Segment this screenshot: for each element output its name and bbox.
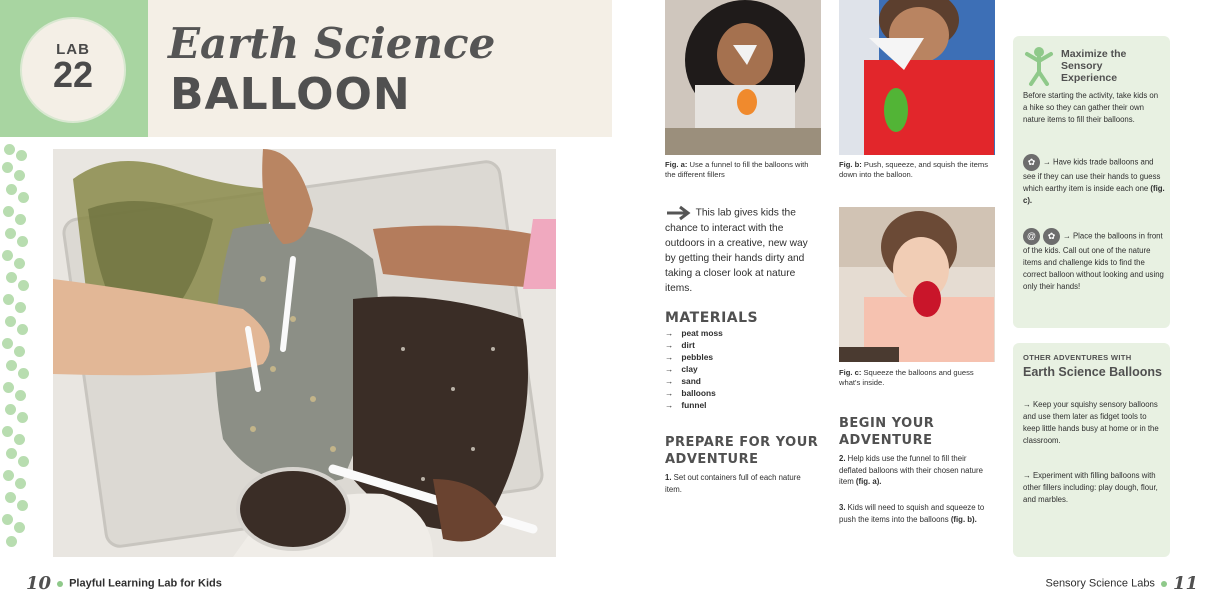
sidebar-para-2-ref: (fig. c).	[1023, 184, 1165, 205]
caption-fig-b	[839, 160, 995, 180]
page-title-line1: Earth Science	[168, 19, 496, 68]
spiral-icon: @	[1023, 228, 1040, 245]
prepare-step-1	[665, 472, 815, 495]
materials-heading: MATERIALS	[665, 310, 759, 326]
lab-badge	[20, 17, 126, 123]
step-3-ref: (fig. b).	[950, 514, 977, 524]
caption-fig-b-text: Push, squeeze, and squish the items down into the balloon.	[839, 160, 988, 179]
list-item: → clay	[665, 363, 723, 375]
footer-dot-icon	[1161, 581, 1167, 587]
prepare-heading	[665, 434, 818, 468]
sidebar-para-2	[1023, 154, 1165, 207]
begin-step-3	[839, 502, 991, 525]
begin-heading-line2: ADVENTURE	[839, 433, 933, 448]
other-para-1: → Keep your squishy sensory balloons and use them later as fidget tools to keep little hands busy at home or in the classroom.	[1023, 400, 1159, 445]
step-2-ref: (fig. a).	[855, 477, 882, 486]
main-photo	[53, 149, 556, 557]
step-3-text: Kids will need to squish and squeeze to push the items into the balloons	[839, 503, 985, 524]
sidebar-para-3-text: → Place the balloons in front of the kids. Call out one of the nature items and challenge kids to find the correct balloon without looking and using only their hands!	[1023, 231, 1164, 291]
other-para-2: → Experiment with filling balloons with other fillers including: play dough, flour, and marbles.	[1023, 471, 1158, 504]
jumping-kid-icon	[1023, 46, 1055, 86]
footer-left	[26, 573, 222, 594]
step-2-text: Help kids use the funnel to fill their deflated balloons with their chosen nature item	[839, 454, 983, 486]
caption-fig-c-label: Fig. c:	[839, 368, 862, 377]
sidebar-para-2-text: → Have kids trade balloons and see if they can use their hands to guess which earthy item is inside each one	[1023, 157, 1161, 193]
arrow-right-icon	[665, 205, 693, 221]
list-item: → sand	[665, 375, 723, 387]
list-item: → pebbles	[665, 351, 723, 363]
sidebar-title: Maximize the Sensory Experience	[1061, 48, 1127, 84]
decorative-dots	[0, 140, 40, 560]
sidebar-para-1: Before starting the activity, take kids on a hike so they can gather their own nature items to fill their balloons.	[1023, 91, 1159, 124]
footer-section-title: Sensory Science Labs	[1045, 577, 1155, 590]
lab-number: 22	[52, 54, 94, 95]
materials-list	[665, 327, 723, 411]
page-title-line2: BALLOON	[170, 69, 411, 120]
intro-paragraph	[665, 205, 821, 296]
step-3-number: 3.	[839, 503, 846, 512]
begin-step-2	[839, 453, 991, 488]
list-item: → peat moss	[665, 327, 723, 339]
caption-fig-a	[665, 160, 821, 180]
footer-dot-icon	[57, 581, 63, 587]
footer-right	[1045, 573, 1198, 594]
step-1-text: Set out containers full of each nature item.	[665, 473, 801, 494]
step-1-number: 1.	[665, 473, 672, 482]
photo-fig-b	[839, 0, 995, 155]
caption-fig-b-label: Fig. b:	[839, 160, 862, 169]
page-number-left: 10	[26, 573, 52, 594]
photo-fig-c	[839, 207, 995, 362]
caption-fig-a-label: Fig. a:	[665, 160, 688, 169]
other-adventures-title: Earth Science Balloons	[1023, 365, 1162, 379]
step-2-number: 2.	[839, 454, 846, 463]
other-adventures-label: OTHER ADVENTURES WITH	[1023, 353, 1132, 362]
title-band	[148, 0, 612, 137]
begin-heading-line1: BEGIN YOUR	[839, 416, 935, 431]
caption-fig-c	[839, 368, 995, 388]
list-item: → balloons	[665, 387, 723, 399]
list-item: → dirt	[665, 339, 723, 351]
photo-fig-a	[665, 0, 821, 155]
leaf-icon: ✿	[1023, 154, 1040, 171]
lab-badge-panel	[0, 0, 148, 137]
caption-fig-c-text: Squeeze the balloons and guess what's inside.	[839, 368, 974, 387]
prepare-heading-line2: ADVENTURE	[665, 452, 759, 467]
intro-text: This lab gives kids the chance to interact with the outdoors in a creative, new way by getting their hands dirty and taking a closer look at nature items.	[665, 207, 808, 294]
footer-book-title: Playful Learning Lab for Kids	[69, 577, 222, 590]
begin-heading	[839, 415, 934, 449]
leaf-icon: ✿	[1043, 228, 1060, 245]
lab-label: LAB	[56, 41, 90, 58]
list-item: → funnel	[665, 399, 723, 411]
prepare-heading-line1: PREPARE FOR YOUR	[665, 435, 819, 450]
sidebar-para-3	[1023, 228, 1165, 293]
other-adventures-panel	[1013, 343, 1170, 557]
page-number-right: 11	[1172, 573, 1198, 594]
sensory-tips-panel	[1013, 36, 1170, 328]
caption-fig-a-text: Use a funnel to fill the balloons with the different fillers	[665, 160, 809, 179]
